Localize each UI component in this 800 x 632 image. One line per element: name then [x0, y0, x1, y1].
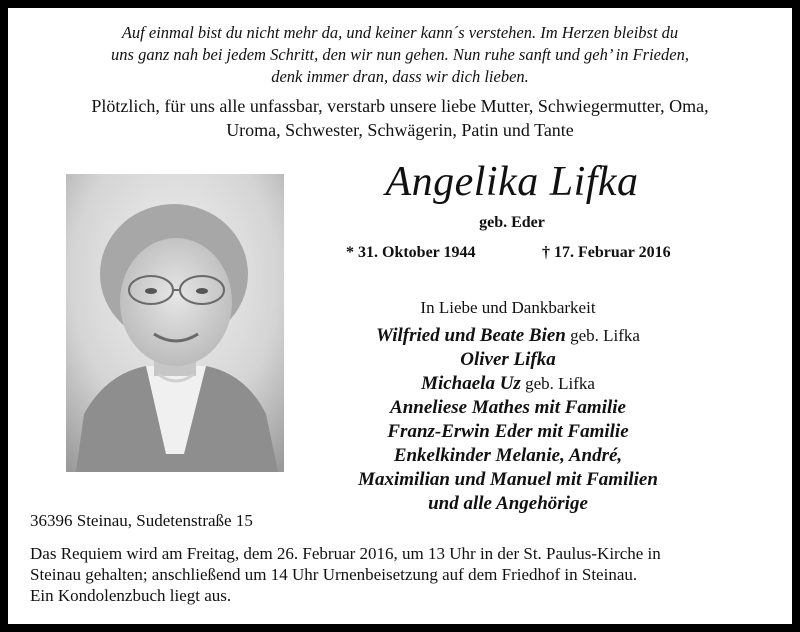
birth-date: * 31. Oktober 1944 [346, 244, 476, 261]
mourner: Michaela Uz geb. Lifka [421, 373, 595, 394]
requiem-notice [30, 543, 790, 606]
death-date: † 17. Februar 2016 [542, 244, 671, 261]
mourner: und alle Angehörige [428, 493, 588, 514]
mourner: Anneliese Mathes mit Familie [390, 397, 626, 418]
poem-line: uns ganz nah bei jedem Schritt, den wir nun gehen. Nun ruhe sanft und geh’ in Frieden, [111, 45, 689, 64]
mourner: Maximilian und Manuel mit Familien [358, 469, 658, 490]
mourner: Franz-Erwin Eder mit Familie [387, 421, 629, 442]
love-line: In Liebe und Dankbarkeit [420, 298, 596, 317]
birth-name: geb. Eder [479, 214, 545, 231]
poem-line: Auf einmal bist du nicht mehr da, und keiner kann´s verstehen. Im Herzen bleibst du [121, 23, 679, 42]
announcement-line: Plötzlich, für uns alle unfassbar, verstarb unsere liebe Mutter, Schwiegermutter, Oma, [91, 96, 709, 116]
portrait-image [66, 174, 284, 472]
mourner: Oliver Lifka [460, 349, 556, 370]
requiem-line: Steinau gehalten; anschließend um 14 Uhr Urnenbeisetzung auf dem Friedhof in Steinau. [30, 565, 638, 584]
portrait-photo [66, 174, 284, 472]
mourner: Wilfried und Beate Bien geb. Lifka [376, 325, 640, 346]
announcement-text [8, 94, 792, 142]
mourner: Enkelkinder Melanie, André, [393, 445, 623, 466]
memorial-poem [8, 22, 792, 88]
requiem-line: Ein Kondolenzbuch liegt aus. [30, 586, 232, 605]
mourners-list [298, 324, 718, 516]
family-address: 36396 Steinau, Sudetenstraße 15 [30, 511, 253, 530]
announcement-line: Uroma, Schwester, Schwägerin, Patin und Tante [226, 120, 574, 140]
requiem-line: Das Requiem wird am Freitag, dem 26. Februar 2016, um 13 Uhr in der St. Paulus-Kirche in [30, 544, 661, 563]
deceased-name: Angelika Lifka [385, 159, 639, 205]
poem-line: denk immer dran, dass wir dich lieben. [271, 67, 529, 86]
obituary-card [8, 8, 792, 624]
